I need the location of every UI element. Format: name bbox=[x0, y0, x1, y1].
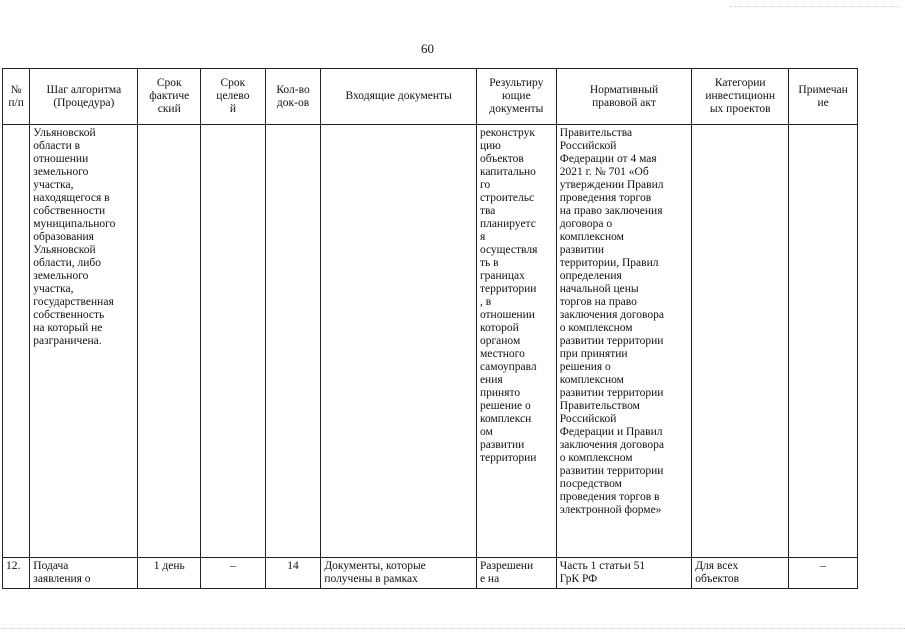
text-line: Документы, которые bbox=[324, 560, 426, 572]
text-line: заключения договора bbox=[559, 309, 664, 321]
text-line: Федерации и Правил bbox=[559, 426, 663, 438]
text-line: отношении bbox=[479, 309, 535, 321]
header-incoming-docs bbox=[321, 69, 477, 125]
header-num bbox=[3, 69, 30, 125]
text-line: ых проектов bbox=[709, 103, 771, 115]
text-line: й bbox=[229, 103, 236, 115]
text-line: планируетс bbox=[479, 218, 536, 230]
text-line: посредством bbox=[559, 478, 622, 490]
table-row bbox=[3, 558, 858, 589]
text-line: Ульяновской bbox=[33, 127, 96, 139]
text-line: государственная bbox=[33, 296, 114, 308]
cell-doc-count bbox=[265, 125, 321, 558]
text-line: проведения торгов в bbox=[559, 491, 660, 503]
text-line: территории bbox=[479, 283, 537, 295]
cell-note bbox=[789, 125, 858, 558]
text-line: на который не bbox=[33, 322, 103, 334]
text-line: я bbox=[479, 231, 486, 243]
text-line: начальной цены bbox=[559, 283, 639, 295]
text-line: е на bbox=[479, 573, 500, 585]
cell-legal-act bbox=[556, 558, 691, 589]
text-line: Ульяновской bbox=[33, 244, 96, 256]
text-line: документы bbox=[489, 103, 544, 115]
text-line: проведения торгов bbox=[559, 192, 652, 204]
cell-num bbox=[3, 125, 30, 558]
text-line: Часть 1 статьи 51 bbox=[559, 560, 646, 572]
text-line: док-ов bbox=[276, 96, 310, 109]
text-line: ие bbox=[817, 96, 829, 109]
header-legal-act bbox=[556, 69, 691, 125]
text-line: Категории bbox=[714, 77, 766, 89]
header-target-term bbox=[201, 69, 266, 125]
text-line: Входящие документы bbox=[345, 90, 452, 102]
cell-num: 12. bbox=[3, 558, 30, 589]
text-line: органом bbox=[479, 335, 521, 347]
text-line: отношении bbox=[33, 153, 89, 165]
text-line: участка, bbox=[33, 283, 74, 295]
text-line: решение о bbox=[479, 400, 531, 412]
procedure-table bbox=[2, 68, 858, 589]
cell-categories bbox=[692, 558, 789, 589]
text-line: го bbox=[479, 179, 491, 191]
text-line: правовой акт bbox=[592, 96, 656, 109]
header-actual-term bbox=[138, 69, 201, 125]
text-line: находящегося в bbox=[33, 192, 110, 204]
text-line: разграничена. bbox=[33, 335, 102, 347]
cell-result bbox=[476, 558, 556, 589]
header-note bbox=[789, 69, 858, 125]
cell-note: – bbox=[789, 558, 858, 589]
header-categories bbox=[692, 69, 789, 125]
text-line: цию bbox=[479, 140, 501, 152]
text-line: муниципального bbox=[33, 218, 116, 230]
cell-result bbox=[476, 125, 556, 558]
text-line: целево bbox=[216, 90, 250, 102]
text-line: осуществля bbox=[479, 244, 538, 256]
text-line: земельного bbox=[33, 270, 89, 282]
text-line: участка, bbox=[33, 179, 74, 191]
text-line: на право заключения bbox=[559, 205, 663, 217]
text-line: Российской bbox=[559, 413, 617, 425]
text-line: местного bbox=[479, 348, 525, 360]
cell-categories bbox=[692, 125, 789, 558]
scan-artifact-bottom bbox=[0, 628, 905, 630]
text-line: области, либо bbox=[33, 257, 101, 269]
cell-incoming bbox=[321, 125, 477, 558]
text-line: территории, Правил bbox=[559, 257, 659, 269]
text-line: Российской bbox=[559, 140, 617, 152]
text-line: собственности bbox=[33, 205, 106, 217]
text-line: собственность bbox=[33, 309, 105, 321]
header-step bbox=[30, 69, 138, 125]
text-line: развитии территории bbox=[559, 335, 664, 347]
cell-step bbox=[30, 125, 138, 558]
text-line: Подача bbox=[33, 560, 69, 572]
text-line: Срок bbox=[156, 77, 182, 89]
text-line: развитии bbox=[559, 244, 605, 256]
text-line: о комплексном bbox=[559, 452, 633, 464]
cell-target-term: – bbox=[201, 558, 266, 589]
text-line: Срок bbox=[220, 77, 246, 89]
text-line: заявления о bbox=[33, 573, 91, 585]
text-line: развитии bbox=[479, 439, 525, 451]
text-line: при принятии bbox=[559, 348, 628, 360]
header-doc-count bbox=[265, 69, 321, 125]
cell-actual-term bbox=[138, 125, 201, 558]
text-line: границах bbox=[479, 270, 525, 282]
text-line: ский bbox=[157, 103, 181, 115]
text-line: образования bbox=[33, 231, 94, 243]
text-line: Для всех bbox=[695, 560, 739, 572]
text-line: комплексн bbox=[479, 413, 532, 425]
text-line: реконструк bbox=[479, 127, 535, 139]
text-line: ющие bbox=[501, 90, 531, 102]
text-line: развитии территории bbox=[559, 387, 664, 399]
text-line: земельного bbox=[33, 166, 89, 178]
text-line: (Процедура) bbox=[53, 96, 115, 109]
cell-target-term bbox=[201, 125, 266, 558]
text-line: Правительства bbox=[559, 127, 633, 139]
table-row bbox=[3, 125, 858, 558]
scan-artifact-top bbox=[730, 6, 900, 8]
text-line: территории bbox=[479, 452, 537, 464]
table-header-row bbox=[3, 69, 858, 125]
text-line: самоуправл bbox=[479, 361, 537, 373]
text-line: о комплексном bbox=[559, 322, 633, 334]
cell-incoming bbox=[321, 558, 477, 589]
text-line: объектов bbox=[479, 153, 524, 165]
text-line: ть в bbox=[479, 257, 499, 269]
cell-legal-act bbox=[556, 125, 691, 558]
text-line: Шаг алгоритма bbox=[46, 83, 122, 96]
text-line: Федерации от 4 мая bbox=[559, 153, 657, 165]
text-line: фактиче bbox=[149, 90, 190, 102]
text-line: Разрешени bbox=[479, 560, 534, 572]
text-line: объектов bbox=[695, 573, 740, 585]
page-number: 60 bbox=[421, 41, 434, 56]
text-line: строительс bbox=[479, 192, 535, 204]
text-line: торгов на право bbox=[559, 296, 637, 308]
text-line: , в bbox=[479, 296, 492, 308]
text-line: ения bbox=[479, 374, 503, 386]
text-line: Правительством bbox=[559, 400, 640, 412]
cell-doc-count: 14 bbox=[265, 558, 321, 589]
text-line: электронной форме» bbox=[559, 504, 662, 516]
text-line: комплексном bbox=[559, 374, 624, 386]
text-line: области в bbox=[33, 140, 81, 152]
text-line: комплексном bbox=[559, 231, 624, 243]
text-line: решения о bbox=[559, 361, 611, 373]
text-line: Нормативный bbox=[589, 83, 659, 96]
text-line: договора о bbox=[559, 218, 613, 230]
text-line: определения bbox=[559, 270, 622, 282]
text-line: тва bbox=[479, 205, 496, 217]
text-line: которой bbox=[479, 322, 519, 334]
text-line: Примечан bbox=[798, 83, 848, 96]
text-line: ом bbox=[479, 426, 493, 438]
text-line: Результиру bbox=[489, 77, 544, 89]
header-result-docs bbox=[476, 69, 556, 125]
text-line: развитии территории bbox=[559, 465, 664, 477]
text-line: ГрК РФ bbox=[559, 573, 598, 585]
cell-step bbox=[30, 558, 138, 589]
text-line: инвестиционн bbox=[705, 90, 776, 102]
text-line: Кол-во bbox=[276, 83, 310, 96]
text-line: 2021 г. № 701 «Об bbox=[559, 166, 649, 178]
text-line: получены в рамках bbox=[324, 573, 418, 585]
text-line: утверждении Правил bbox=[559, 179, 664, 191]
text-line: № bbox=[10, 83, 22, 96]
text-line: заключения договора bbox=[559, 439, 664, 451]
text-line: п/п bbox=[8, 96, 24, 109]
cell-actual-term: 1 день bbox=[138, 558, 201, 589]
text-line: принято bbox=[479, 387, 521, 399]
text-line: капитально bbox=[479, 166, 536, 178]
